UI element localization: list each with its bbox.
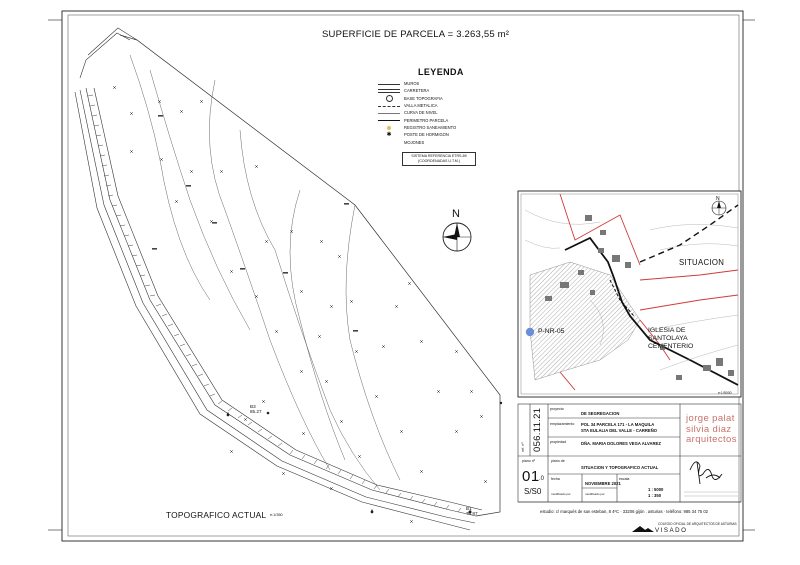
perimeter-symbol-icon: [378, 120, 400, 123]
road-symbol-icon: [378, 89, 400, 93]
legend-title: LEYENDA: [418, 67, 464, 77]
visado-logo: [632, 526, 654, 532]
propiedad-value: DÑA. MARIA DOLORES VEGA ALVAREZ: [581, 441, 661, 446]
fecha-label: fecha: [551, 477, 560, 481]
plano-number-label: plano nº: [522, 459, 536, 463]
concrete-posts: [227, 412, 374, 512]
plano-de-label: plano de: [551, 459, 565, 463]
stamp-lines: [684, 492, 738, 496]
reference-system-box: SISTEMA REFERENCIA ETRS-89 (COORDENADAS U.T.M.): [402, 152, 476, 166]
point-b1: B1 74.87: [466, 506, 478, 516]
escala-label: escala: [619, 477, 630, 481]
visado-stamp: VISADO: [655, 527, 688, 534]
legend-row-base: BASE TOPOGRAFIA: [378, 95, 503, 102]
pnr-label: P-NR-05: [538, 328, 565, 335]
fence-symbol-icon: [378, 106, 400, 109]
plano-number: 01: [522, 468, 540, 485]
contour-lines: [130, 55, 400, 490]
legend-row-sewer: REGISTRO SANEAMIENTO: [378, 124, 503, 131]
studio-address: estudio: c/ marqués de san esteban, 8 4ºC · 33206 gijón . asturias · teléfono: 985 34 75 02: [540, 509, 708, 514]
fecha-value: NOVIEMBRE 2021: [585, 481, 621, 486]
situation-scale: e:1/5000: [718, 391, 732, 395]
plano-code: S/S0: [524, 487, 542, 496]
wall-symbol-icon: [378, 84, 400, 87]
situation-title: SITUACION: [679, 258, 725, 267]
firm-name: jorge palat silvia diaz arquitectos: [686, 413, 737, 445]
colegio-name: COLEGIO OFICIAL DE ARQUITECTOS DE ASTURIAS: [658, 522, 737, 526]
legend-row-mojones: MOJONES: [378, 139, 503, 146]
topographic-scale: e:1/350: [270, 513, 283, 517]
escala-values: 1 : 5000 1 : 350: [648, 487, 664, 498]
proyecto-label: proyecto: [550, 407, 564, 411]
ref-label: ref. nº: [521, 442, 525, 452]
point-b3: B3 85.27: [250, 404, 262, 414]
north-label-main: N: [452, 208, 460, 220]
propiedad-label: propiedad: [550, 440, 566, 444]
emplazamiento-label: emplazamiento: [550, 422, 575, 426]
modificado-label: modificado por: [551, 492, 571, 496]
legend: [378, 80, 503, 146]
signature: [690, 462, 722, 484]
contour-marks: [152, 115, 358, 332]
legend-row-walls: MUROS: [378, 80, 503, 87]
ref-number: 056.11.21: [532, 407, 543, 452]
topographic-title: TOPOGRAFICO ACTUAL: [166, 510, 267, 520]
marker-icon: [378, 139, 400, 145]
church-label: IGLESIA DE SANTOLAYA CEMENTERIO: [648, 327, 694, 350]
plano-suffix: .0: [539, 476, 545, 482]
crosshair-icon: [378, 95, 400, 101]
boundary-markers: [227, 402, 503, 514]
situation-north-label: N: [716, 196, 720, 202]
north-arrow-main: [443, 223, 471, 251]
legend-row-fence: VALLA METALICA: [378, 102, 503, 109]
plano-de-value: SITUACION Y TOPOGRAFICO ACTUAL: [581, 465, 659, 470]
proyecto-value: DE SEGREGACION: [581, 411, 620, 416]
contour-symbol-icon: [378, 113, 400, 116]
star-icon: ✱: [386, 132, 392, 139]
legend-row-contour: CURVA DE NIVEL: [378, 109, 503, 116]
modificado-label-2: modificado por: [585, 492, 605, 496]
sewer-circle-icon: [378, 125, 400, 131]
parcel-area-title: SUPERFICIE DE PARCELA = 3.263,55 m²: [322, 29, 510, 40]
legend-row-post: ✱ POSTE DE HORMIGON: [378, 131, 503, 138]
legend-row-road: CARRETERA: [378, 87, 503, 94]
situation-map: [518, 191, 741, 397]
emplazamiento-value: POL 34 PARCELA 171 - LA MAQUILA STA EULALIA DEL VALLE - CARREÑO: [581, 422, 657, 433]
legend-row-perimeter: PERIMETRO PARCELA: [378, 117, 503, 124]
